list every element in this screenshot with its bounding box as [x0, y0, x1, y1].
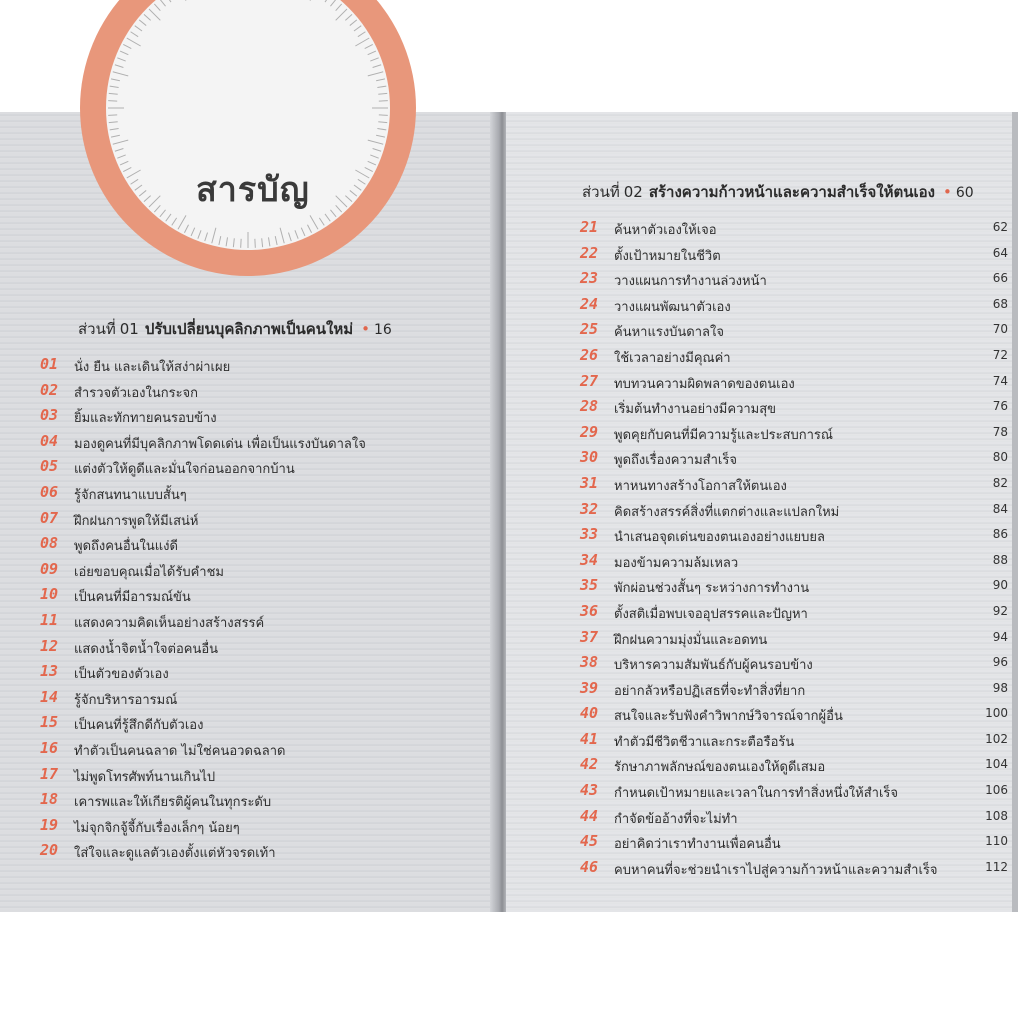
- entry-title: พูดถึงเรื่องความสำเร็จ: [614, 453, 737, 469]
- entry-title: ฝึกฝนการพูดให้มีเสน่ห์: [74, 513, 199, 529]
- toc-entry: [580, 677, 1010, 703]
- toc-entry: [580, 600, 1010, 626]
- entry-page: 76: [992, 399, 1008, 414]
- toc-entry: [580, 779, 1010, 805]
- part-page: 16: [374, 322, 392, 338]
- toc-entry: [580, 728, 1010, 754]
- entry-title: อย่าคิดว่าเราทำงานเพื่อคนอื่น: [614, 837, 781, 853]
- entry-page: 66: [992, 271, 1008, 286]
- toc-entry: [40, 737, 500, 763]
- entry-number: 39: [580, 678, 599, 697]
- entry-number: 27: [580, 371, 599, 390]
- entry-number: 03: [40, 406, 59, 425]
- book-spread: [0, 112, 1024, 912]
- entry-number: 16: [40, 738, 59, 757]
- entry-title: มองข้ามความล้มเหลว: [614, 555, 739, 571]
- toc-entry: [580, 242, 1010, 268]
- entry-title: บริหารความสัมพันธ์กับผู้คนรอบข้าง: [614, 658, 813, 674]
- entry-number: 34: [580, 550, 599, 569]
- bullet: •: [361, 320, 370, 338]
- toc-entry: [40, 814, 500, 840]
- entry-page: 108: [985, 808, 1008, 823]
- entry-number: 41: [580, 729, 599, 748]
- entry-number: 20: [40, 841, 59, 860]
- entry-number: 38: [580, 653, 599, 672]
- entry-page: 92: [992, 603, 1008, 618]
- entry-title: มองดูคนที่มีบุคลิกภาพโดดเด่น เพื่อเป็นแรงบันดาลใจ: [74, 436, 366, 452]
- toc-entry: [40, 609, 500, 635]
- page-edge: [1012, 112, 1018, 912]
- toc-entry: [580, 856, 1010, 882]
- entry-number: 24: [580, 294, 599, 313]
- toc-entry: [580, 344, 1010, 370]
- part-number: 02: [623, 183, 643, 201]
- entry-number: 04: [40, 431, 59, 450]
- entry-number: 32: [580, 499, 599, 518]
- toc-entry: [580, 523, 1010, 549]
- entry-page: 80: [992, 450, 1008, 465]
- toc-entry: [40, 660, 500, 686]
- part-heading-02: [582, 180, 974, 204]
- toc-entry: [580, 216, 1010, 242]
- entry-number: 19: [40, 815, 59, 834]
- entry-page: 112: [985, 859, 1008, 874]
- entry-number: 33: [580, 525, 599, 544]
- toc-entry: [580, 370, 1010, 396]
- part-title: ปรับเปลี่ยนบุคลิกภาพเป็นคนใหม่: [144, 320, 354, 338]
- entry-title: วางแผนพัฒนาตัวเอง: [614, 299, 731, 315]
- toc-entry: [40, 379, 500, 405]
- entry-number: 36: [580, 601, 599, 620]
- entry-title: รักษาภาพลักษณ์ของตนเองให้ดูดีเสมอ: [614, 760, 826, 776]
- entry-title: ฝึกฝนความมุ่งมั่นและอดทน: [614, 632, 768, 648]
- entry-title: นั่ง ยืน และเดินให้สง่าผ่าเผย: [74, 360, 231, 375]
- entry-page: 64: [992, 245, 1008, 260]
- entry-title: ไม่จุกจิกจู้จี้กับเรื่องเล็กๆ น้อยๆ: [74, 820, 240, 836]
- toc-entry: [580, 446, 1010, 472]
- entry-number: 30: [580, 448, 599, 467]
- entry-number: 22: [580, 243, 599, 262]
- entry-page: 94: [992, 629, 1008, 644]
- entry-title: ทำตัวมีชีวิตชีวาและกระตือรือร้น: [614, 734, 795, 750]
- entry-title: พักผ่อนช่วงสั้นๆ ระหว่างการทำงาน: [614, 581, 810, 597]
- entry-number: 42: [580, 755, 599, 774]
- entry-number: 29: [580, 422, 599, 441]
- entry-page: 84: [992, 501, 1008, 516]
- entry-page: 86: [992, 527, 1008, 542]
- entry-number: 25: [580, 320, 599, 339]
- entry-title: หาหนทางสร้างโอกาสให้ตนเอง: [614, 478, 787, 494]
- entry-title: พูดคุยกับคนที่มีความรู้และประสบการณ์: [614, 427, 833, 443]
- toc-entry: [40, 763, 500, 789]
- entry-title: ใส่ใจและดูแลตัวเองตั้งแต่หัวจรดเท้า: [74, 846, 276, 862]
- toc-entry: [580, 318, 1010, 344]
- entry-number: 01: [40, 355, 59, 373]
- entry-title: คิดสร้างสรรค์สิ่งที่แตกต่างและแปลกใหม่: [614, 504, 840, 520]
- entry-number: 11: [40, 610, 59, 629]
- toc-entry: [40, 481, 500, 507]
- entry-page: 62: [992, 220, 1008, 234]
- part-number: 01: [119, 320, 139, 338]
- entry-title: สำรวจตัวเองในกระจก: [74, 385, 199, 401]
- entry-number: 44: [580, 806, 599, 825]
- toc-entry: [580, 549, 1010, 575]
- page-title: สารบัญ: [196, 170, 310, 210]
- part-heading-01: [78, 317, 392, 341]
- entry-page: 106: [985, 783, 1008, 798]
- left-page: [0, 112, 500, 912]
- entry-title: เอ่ยขอบคุณเมื่อได้รับคำชม: [74, 564, 224, 580]
- part-label: ส่วนที่: [582, 183, 620, 201]
- entry-number: 09: [40, 559, 59, 578]
- entry-number: 23: [580, 269, 599, 288]
- toc-entry: [580, 830, 1010, 856]
- entry-title: ตั้งสติเมื่อพบเจออุปสรรคและปัญหา: [614, 606, 808, 622]
- toc-entry: [40, 788, 500, 814]
- entry-number: 46: [580, 857, 599, 876]
- entry-title: เป็นคนที่มีอารมณ์ขัน: [74, 590, 191, 606]
- entry-number: 05: [40, 457, 59, 476]
- toc-entry: [40, 404, 500, 430]
- entry-page: 70: [992, 322, 1008, 337]
- toc-entry: [40, 532, 500, 558]
- entry-title: เป็นตัวของตัวเอง: [74, 667, 169, 683]
- toc-entry: [580, 472, 1010, 498]
- entry-title: ทบทวนความผิดพลาดของตนเอง: [614, 376, 795, 392]
- toc-list-left: [40, 353, 500, 865]
- entry-page: 78: [992, 424, 1008, 439]
- toc-entry: [40, 353, 500, 379]
- entry-number: 21: [580, 218, 599, 236]
- toc-entry: [40, 430, 500, 456]
- entry-title: เคารพและให้เกียรติผู้คนในทุกระดับ: [74, 795, 272, 811]
- toc-entry: [580, 753, 1010, 779]
- toc-entry: [580, 267, 1010, 293]
- entry-number: 13: [40, 662, 59, 681]
- toc-entry: [580, 626, 1010, 652]
- entry-title: ยิ้มและทักทายคนรอบข้าง: [74, 411, 217, 427]
- part-label: ส่วนที่: [78, 320, 116, 338]
- entry-page: 68: [992, 296, 1008, 311]
- entry-title: กำหนดเป้าหมายและเวลาในการทำสิ่งหนึ่งให้สำเร็จ: [614, 786, 898, 802]
- toc-entry: [40, 507, 500, 533]
- entry-page: 74: [992, 373, 1008, 388]
- part-title: สร้างความก้าวหน้าและความสำเร็จให้ตนเอง: [648, 183, 935, 201]
- entry-page: 96: [992, 655, 1008, 670]
- toc-entry: [40, 839, 500, 865]
- toc-entry: [40, 455, 500, 481]
- entry-title: ค้นหาแรงบันดาลใจ: [614, 325, 724, 341]
- entry-title: พูดถึงคนอื่นในแง่ดี: [74, 539, 178, 555]
- entry-page: 90: [992, 578, 1008, 593]
- entry-page: 100: [985, 706, 1008, 721]
- toc-list-right: [580, 216, 1010, 881]
- entry-number: 10: [40, 585, 59, 604]
- entry-title: ทำตัวเป็นคนฉลาด ไม่ใช่คนอวดฉลาด: [74, 743, 286, 759]
- entry-title: ตั้งเป้าหมายในชีวิต: [614, 248, 721, 264]
- entry-number: 45: [580, 832, 599, 851]
- entry-page: 104: [985, 757, 1008, 772]
- right-page: [506, 112, 1016, 912]
- entry-page: 82: [992, 475, 1008, 490]
- entry-number: 18: [40, 790, 59, 809]
- entry-page: 110: [985, 834, 1008, 849]
- entry-title: กำจัดข้ออ้างที่จะไม่ทำ: [614, 811, 738, 827]
- entry-number: 12: [40, 636, 59, 655]
- toc-entry: [40, 711, 500, 737]
- toc-entry: [580, 498, 1010, 524]
- toc-entry: [580, 421, 1010, 447]
- entry-number: 40: [580, 704, 599, 723]
- toc-entry: [580, 651, 1010, 677]
- toc-entry: [580, 702, 1010, 728]
- entry-number: 35: [580, 576, 599, 595]
- entry-title: ค้นหาตัวเองให้เจอ: [614, 223, 717, 238]
- entry-page: 88: [992, 552, 1008, 567]
- toc-entry: [580, 574, 1010, 600]
- entry-title: แต่งตัวให้ดูดีและมั่นใจก่อนออกจากบ้าน: [74, 462, 295, 478]
- part-page: 60: [955, 185, 974, 201]
- entry-title: เริ่มต้นทำงานอย่างมีความสุข: [614, 402, 777, 418]
- entry-number: 31: [580, 473, 599, 492]
- entry-title: แสดงน้ำจิตน้ำใจต่อคนอื่น: [74, 641, 219, 657]
- toc-entry: [40, 686, 500, 712]
- entry-number: 28: [580, 397, 599, 416]
- entry-title: คบหาคนที่จะช่วยนำเราไปสู่ความก้าวหน้าและความสำเร็จ: [614, 862, 938, 878]
- entry-title: ใช้เวลาอย่างมีคุณค่า: [614, 350, 731, 366]
- entry-title: รู้จักสนทนาแบบสั้นๆ: [74, 487, 187, 503]
- entry-title: รู้จักบริหารอารมณ์: [74, 692, 178, 708]
- entry-title: อย่ากลัวหรือปฏิเสธที่จะทำสิ่งที่ยาก: [614, 683, 806, 699]
- entry-number: 43: [580, 781, 599, 800]
- entry-title: สนใจและรับฟังคำวิพากษ์วิจารณ์จากผู้อื่น: [614, 709, 843, 725]
- entry-number: 17: [40, 764, 59, 783]
- entry-page: 98: [992, 680, 1008, 695]
- entry-number: 15: [40, 713, 59, 732]
- entry-title: นำเสนอจุดเด่นของตนเองอย่างแยบยล: [614, 530, 825, 546]
- toc-entry: [580, 805, 1010, 831]
- entry-number: 07: [40, 508, 59, 527]
- entry-page: 102: [985, 731, 1008, 746]
- toc-entry: [40, 583, 500, 609]
- entry-title: วางแผนการทำงานล่วงหน้า: [614, 274, 767, 290]
- entry-number: 08: [40, 534, 59, 553]
- bullet: •: [942, 183, 952, 201]
- entry-title: แสดงความคิดเห็นอย่างสร้างสรรค์: [74, 615, 265, 631]
- entry-number: 02: [40, 380, 59, 399]
- entry-number: 06: [40, 482, 59, 501]
- dial-gauge-icon: [66, 0, 430, 290]
- entry-number: 14: [40, 687, 59, 706]
- entry-title: ไม่พูดโทรศัพท์นานเกินไป: [74, 769, 216, 785]
- entry-number: 26: [580, 345, 599, 364]
- toc-entry: [580, 293, 1010, 319]
- entry-page: 72: [992, 347, 1008, 362]
- toc-entry: [580, 395, 1010, 421]
- toc-entry: [40, 558, 500, 584]
- entry-number: 37: [580, 627, 599, 646]
- toc-entry: [40, 635, 500, 661]
- entry-title: เป็นคนที่รู้สึกดีกับตัวเอง: [74, 718, 204, 734]
